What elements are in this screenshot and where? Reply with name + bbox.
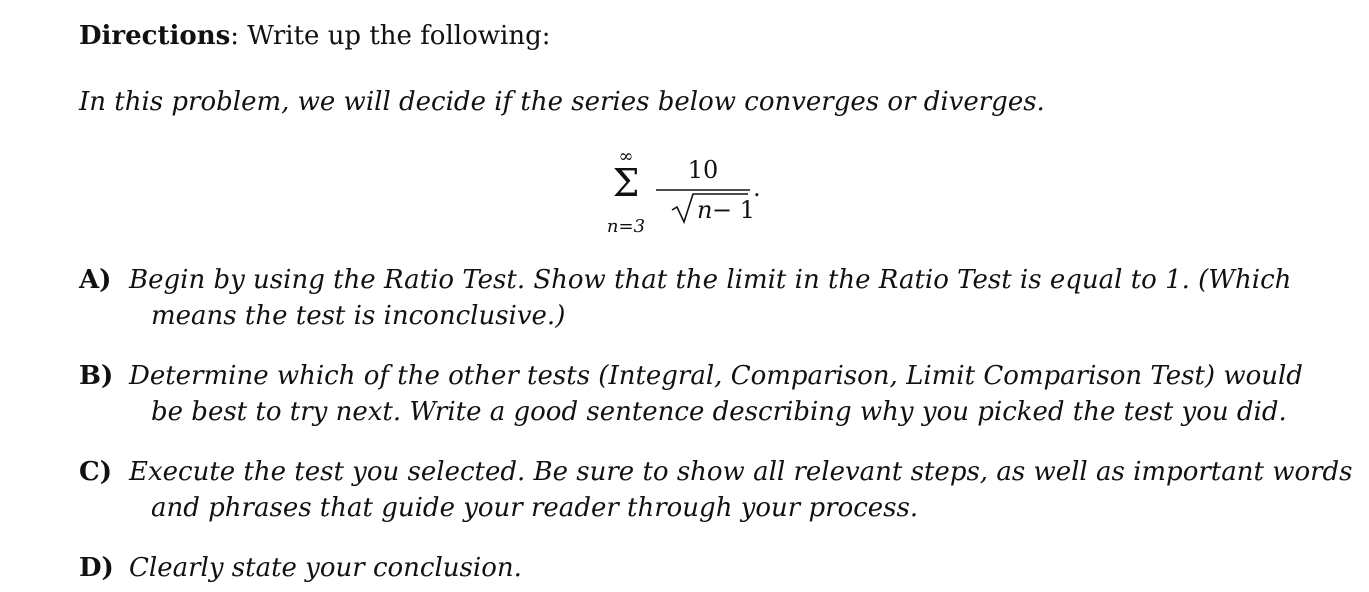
item-b-text-line2: be best to try next. Write a good sentence describing why you picked the test you did. xyxy=(151,397,1287,427)
item-a-label: A) xyxy=(79,265,112,295)
series-formula xyxy=(560,138,800,238)
item-b-line1 xyxy=(79,358,1303,394)
item-c-label: C) xyxy=(79,457,112,487)
problem-intro: In this problem, we will decide if the series below converges or diverges. xyxy=(79,87,1045,117)
denominator-variable: n xyxy=(697,196,713,224)
item-c-line1 xyxy=(79,454,1353,490)
item-c-text-line1: Execute the test you selected. Be sure to show all relevant steps, as well as important words xyxy=(129,457,1353,487)
sum-lower-limit: n=3 xyxy=(606,216,646,237)
item-a-text-line2: means the test is inconclusive.) xyxy=(151,301,566,331)
item-d-line1 xyxy=(79,550,1294,586)
item-a-text-line1: Begin by using the Ratio Test. Show that the limit in the Ratio Test is equal to 1. (Which xyxy=(129,265,1292,295)
item-d-text-line1: Clearly state your conclusion. xyxy=(129,553,522,583)
fraction-numerator: 10 xyxy=(687,156,719,184)
question-item-b xyxy=(79,358,1303,430)
item-d-label: D) xyxy=(79,553,114,583)
sum-upper-limit: ∞ xyxy=(618,146,634,167)
formula-period: . xyxy=(753,174,761,202)
denominator-remainder: − 1 xyxy=(712,196,756,224)
item-b-text-line1: Determine which of the other tests (Integral, Comparison, Limit Comparison Test) would xyxy=(129,361,1303,391)
directions-text: : Write up the following: xyxy=(230,21,551,51)
item-c-text-line2: and phrases that guide your reader through your process. xyxy=(151,493,919,523)
item-b-label: B) xyxy=(79,361,114,391)
summation-symbol: Σ xyxy=(612,161,640,205)
directions-label: Directions xyxy=(79,21,231,51)
question-item-d xyxy=(79,550,1294,586)
question-item-a xyxy=(79,262,1294,334)
item-a-line1 xyxy=(79,262,1294,298)
directions-line xyxy=(79,18,550,54)
question-item-c xyxy=(79,454,1353,526)
